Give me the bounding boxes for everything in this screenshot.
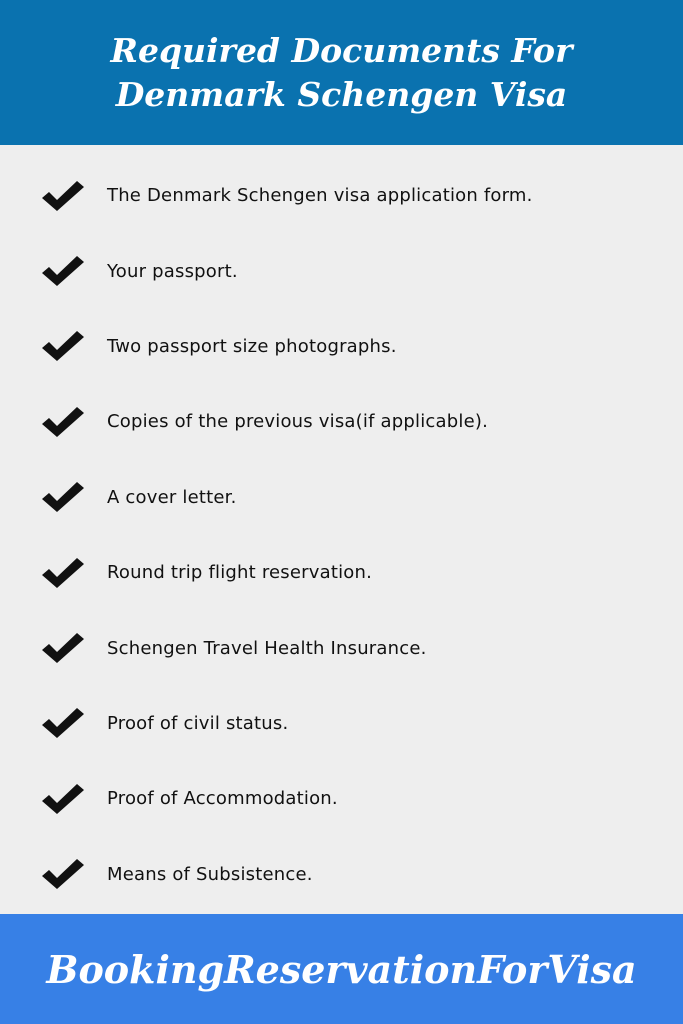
list-item-label: Your passport. <box>107 260 238 282</box>
list-item <box>0 158 683 233</box>
list-item <box>0 837 683 912</box>
list-item <box>0 384 683 459</box>
list-item <box>0 460 683 535</box>
list-item-label: Proof of civil status. <box>107 712 289 734</box>
list-item-label: Means of Subsistence. <box>107 863 313 885</box>
checkmark-icon <box>40 480 86 514</box>
footer-banner <box>0 914 683 1024</box>
list-item <box>0 686 683 761</box>
checkmark-icon <box>40 706 86 740</box>
brand-name: BookingReservationForVisa <box>46 946 637 992</box>
list-item <box>0 761 683 836</box>
page-title: Required Documents For Denmark Schengen Visa <box>110 30 573 114</box>
checkmark-icon <box>40 179 86 213</box>
document-checklist <box>0 158 683 912</box>
list-item <box>0 610 683 685</box>
list-item-label: A cover letter. <box>107 486 237 508</box>
header-banner <box>0 0 683 145</box>
list-item <box>0 233 683 308</box>
checkmark-icon <box>40 631 86 665</box>
checkmark-icon <box>40 405 86 439</box>
list-item <box>0 309 683 384</box>
checkmark-icon <box>40 782 86 816</box>
checkmark-icon <box>40 556 86 590</box>
list-item-label: Round trip flight reservation. <box>107 562 373 584</box>
list-item-label: Two passport size photographs. <box>107 335 397 357</box>
checkmark-icon <box>40 329 86 363</box>
list-item-label: Proof of Accommodation. <box>107 788 338 810</box>
list-item-label: Copies of the previous visa(if applicable). <box>107 411 488 433</box>
list-item <box>0 535 683 610</box>
list-item-label: The Denmark Schengen visa application form. <box>107 185 533 207</box>
checkmark-icon <box>40 254 86 288</box>
checkmark-icon <box>40 857 86 891</box>
list-item-label: Schengen Travel Health Insurance. <box>107 637 427 659</box>
